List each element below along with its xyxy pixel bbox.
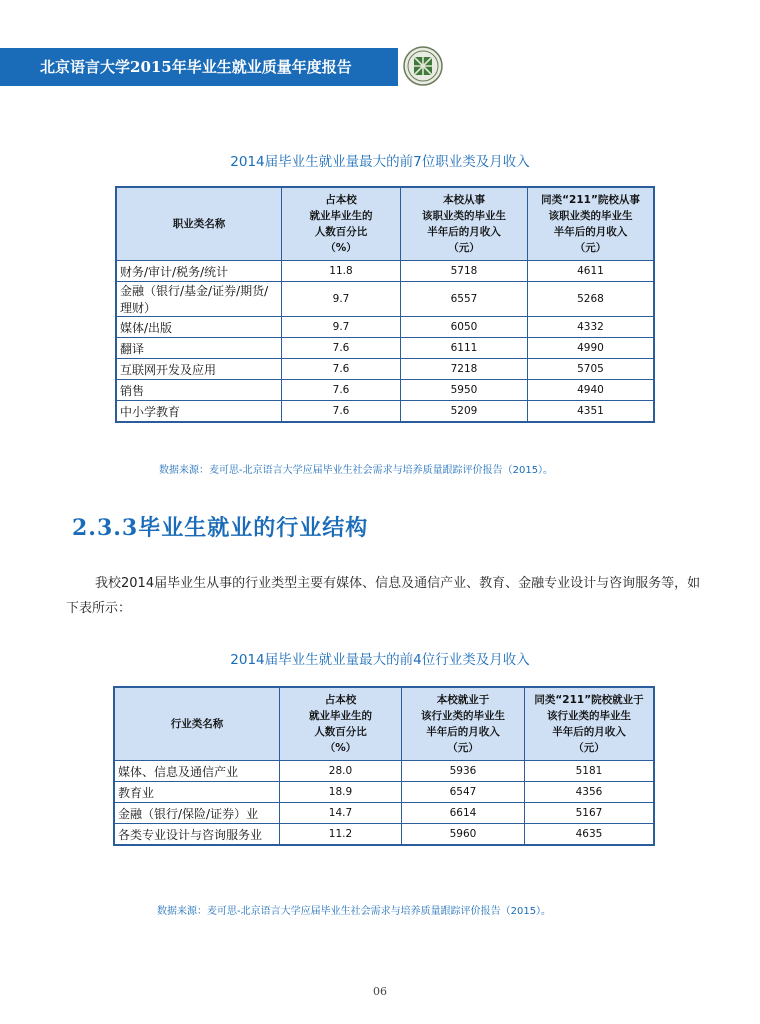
category-cell: 财务/审计/税务/统计 <box>116 261 282 282</box>
table-row <box>114 782 654 803</box>
value-cell: 4332 <box>528 317 655 338</box>
header-cell: 占本校 就业毕业生的 人数百分比 （%） <box>282 187 401 261</box>
value-cell: 5936 <box>402 761 525 782</box>
value-cell: 5209 <box>401 401 528 423</box>
section-paragraph: 我校2014届毕业生从事的行业类型主要有媒体、信息及通信产业、教育、金融专业设计与咨询服务等，如下表所示： <box>66 576 701 616</box>
table1-caption: 2014届毕业生就业量最大的前7位职业类及月收入 <box>230 154 530 170</box>
value-cell: 9.7 <box>282 317 401 338</box>
category-cell: 翻译 <box>116 338 282 359</box>
table-header-row <box>116 187 654 261</box>
university-seal-icon <box>403 46 443 86</box>
table2-caption: 2014届毕业生就业量最大的前4位行业类及月收入 <box>230 652 530 668</box>
value-cell: 4356 <box>525 782 655 803</box>
occupation-income-table <box>115 186 655 423</box>
industry-income-table <box>113 686 655 846</box>
value-cell: 6614 <box>402 803 525 824</box>
value-cell: 4940 <box>528 380 655 401</box>
value-cell: 11.2 <box>280 824 402 846</box>
value-cell: 28.0 <box>280 761 402 782</box>
header-cell: 本校就业于 该行业类的毕业生 半年后的月收入 （元） <box>402 687 525 761</box>
value-cell: 7218 <box>401 359 528 380</box>
value-cell: 4635 <box>525 824 655 846</box>
value-cell: 5718 <box>401 261 528 282</box>
table-header-row <box>114 687 654 761</box>
table-row <box>114 803 654 824</box>
value-cell: 4990 <box>528 338 655 359</box>
value-cell: 7.6 <box>282 401 401 423</box>
value-cell: 5950 <box>401 380 528 401</box>
report-title: 北京语言大学2015年毕业生就业质量年度报告 <box>40 58 352 76</box>
table-row <box>116 401 654 423</box>
table-row <box>114 761 654 782</box>
table-row <box>116 317 654 338</box>
category-cell: 各类专业设计与咨询服务业 <box>114 824 280 846</box>
value-cell: 14.7 <box>280 803 402 824</box>
table2-source-note: 数据来源：麦可思-北京语言大学应届毕业生社会需求与培养质量跟踪评价报告（2015）。 <box>157 906 552 917</box>
value-cell: 9.7 <box>282 282 401 317</box>
category-cell: 媒体/出版 <box>116 317 282 338</box>
value-cell: 5167 <box>525 803 655 824</box>
category-cell: 金融（银行/保险/证券）业 <box>114 803 280 824</box>
value-cell: 6547 <box>402 782 525 803</box>
category-cell: 互联网开发及应用 <box>116 359 282 380</box>
value-cell: 5268 <box>528 282 655 317</box>
value-cell: 7.6 <box>282 338 401 359</box>
table-row <box>116 338 654 359</box>
value-cell: 6050 <box>401 317 528 338</box>
value-cell: 4351 <box>528 401 655 423</box>
section-heading: 2.3.3毕业生就业的行业结构 <box>72 515 369 541</box>
table-row <box>114 824 654 846</box>
table1-source-note: 数据来源：麦可思-北京语言大学应届毕业生社会需求与培养质量跟踪评价报告（2015）。 <box>159 465 554 476</box>
table-row <box>116 380 654 401</box>
table-row <box>116 282 654 317</box>
category-cell: 媒体、信息及通信产业 <box>114 761 280 782</box>
value-cell: 7.6 <box>282 359 401 380</box>
value-cell: 5705 <box>528 359 655 380</box>
header-cell: 行业类名称 <box>114 687 280 761</box>
value-cell: 5960 <box>402 824 525 846</box>
value-cell: 11.8 <box>282 261 401 282</box>
header-cell: 本校从事 该职业类的毕业生 半年后的月收入 （元） <box>401 187 528 261</box>
category-cell: 销售 <box>116 380 282 401</box>
category-cell: 教育业 <box>114 782 280 803</box>
value-cell: 6557 <box>401 282 528 317</box>
header-cell: 同类“211”院校从事 该职业类的毕业生 半年后的月收入 （元） <box>528 187 655 261</box>
table-row <box>116 261 654 282</box>
value-cell: 7.6 <box>282 380 401 401</box>
value-cell: 6111 <box>401 338 528 359</box>
table-row <box>116 359 654 380</box>
value-cell: 4611 <box>528 261 655 282</box>
header-cell: 职业类名称 <box>116 187 282 261</box>
category-cell: 中小学教育 <box>116 401 282 423</box>
report-title-banner <box>0 48 398 86</box>
category-cell: 金融（银行/基金/证券/期货/理财） <box>116 282 282 317</box>
value-cell: 18.9 <box>280 782 402 803</box>
value-cell: 5181 <box>525 761 655 782</box>
header-cell: 占本校 就业毕业生的 人数百分比 （%） <box>280 687 402 761</box>
page-number: 06 <box>373 985 387 998</box>
header-cell: 同类“211”院校就业于 该行业类的毕业生 半年后的月收入 （元） <box>525 687 655 761</box>
